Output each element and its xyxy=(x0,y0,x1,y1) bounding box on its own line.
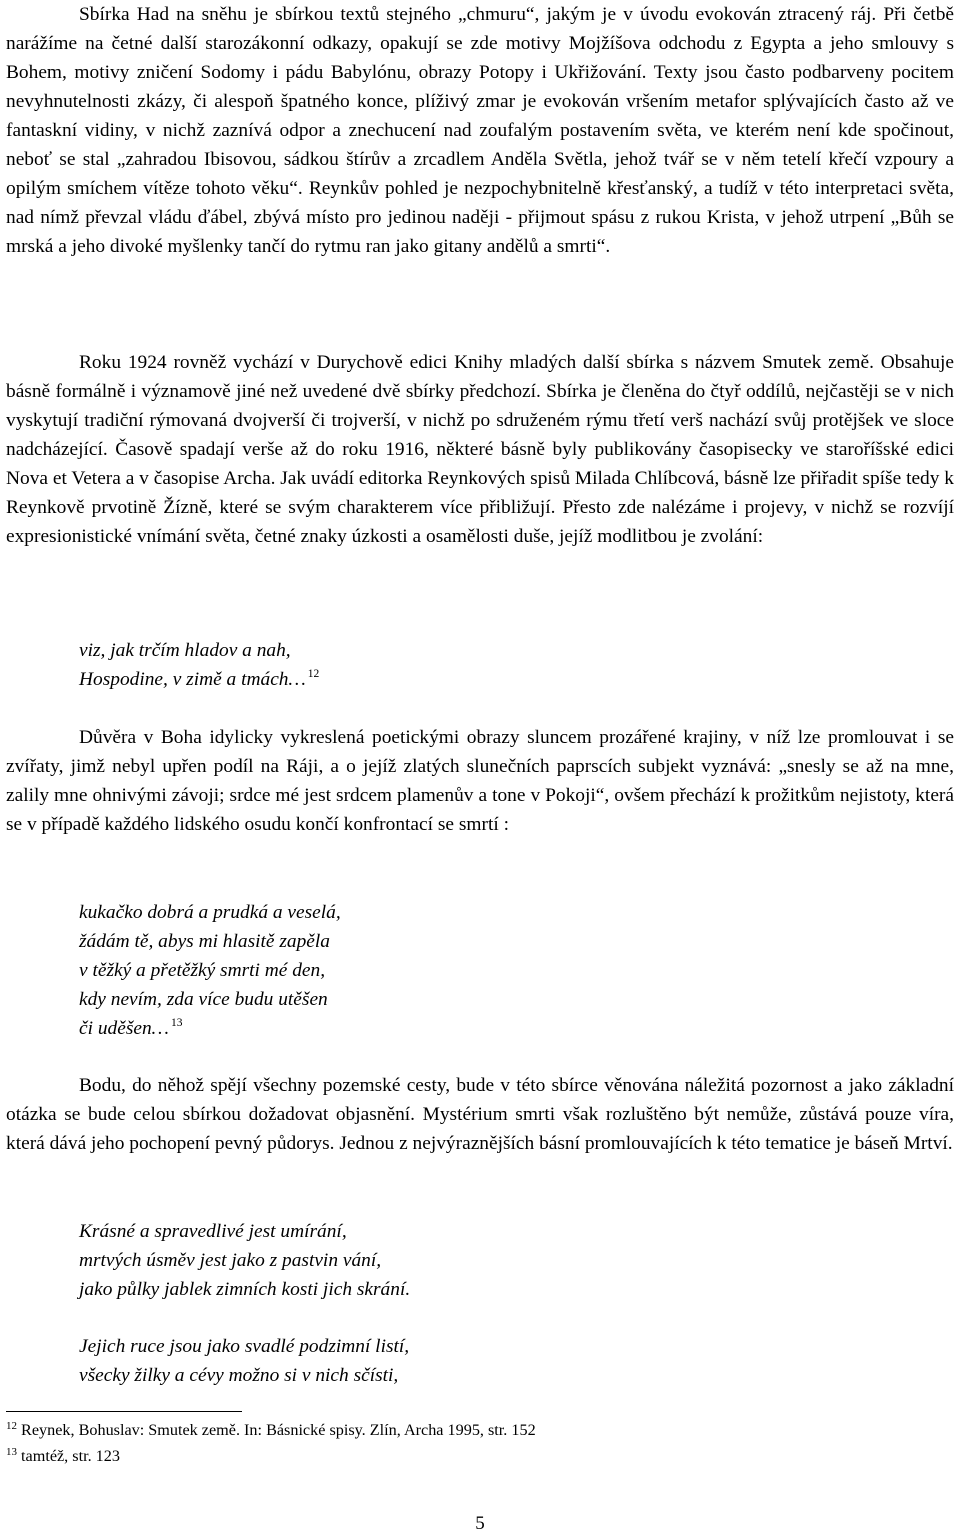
footnote-number: 12 xyxy=(6,1420,17,1432)
poem-line: všecky žilky a cévy možno si v nich sčísti, xyxy=(79,1365,399,1386)
paragraph-text: Bodu, do něhož spějí všechny pozemské cesty, bude v této sbírce věnována náležitá pozornost a jako základní otázka se bude celou sbírkou dožadovat objasnění. Mystérium smrti však rozluštěno být nemůže, zůstává pouze víra, která dává jeho pochopení pevný půdorys. Jednou z nejvýraznějších básní promlouvajících k této tematice je báseň Mrtví. xyxy=(6,1075,954,1154)
footnote xyxy=(6,1444,536,1470)
poem-line: jako půlky jablek zimních kosti jich skrání. xyxy=(79,1279,411,1300)
footnote xyxy=(6,1418,536,1444)
poem-quote-3 xyxy=(79,1217,410,1304)
poem-line: viz, jak trčím hladov a nah, xyxy=(79,640,291,661)
poem-line: Krásné a spravedlivé jest umírání, xyxy=(79,1221,347,1242)
poem-line-text: Hospodine, v zimě a tmách… xyxy=(79,669,306,690)
poem-quote-2 xyxy=(79,898,341,1046)
poem-line xyxy=(79,665,319,697)
page-number: 5 xyxy=(475,1513,485,1534)
paragraph-text: Roku 1924 rovněž vychází v Durychově edici Knihy mladých další sbírka s názvem Smutek země. Obsahuje básně formálně i významově jiné než uvedené dvě sbírky předchozí. Sbírka je členěna do čtyř oddílů, nejčastěji se v nich vyskytují tradiční rýmovaná dvojverší či trojverší, v nichž po sdruženém rýmu třetí verš nachází svůj protějšek ve sloce nadcházející. Časově spadají verše až do roku 1916, některé básně byly publikovány časopisecky ve staroříšské edici Nova et Vetera a v časopise Archa. Jak uvádí editorka Reynkových spisů Milada Chlíbcová, básně lze přiřadit spíše tedy k Reynkově prvotině Žízně, které se svým charakterem více přibližují. Přesto zde nalézáme i projevy, v nichž se rozvíjí expresionistické vnímání světa, četné znaky úzkosti a osamělosti duše, jejíž modlitbou je zvolání: xyxy=(6,352,954,547)
paragraph-text: Důvěra v Boha idylicky vykreslená poetickými obrazy sluncem prozářené krajiny, v níž lze promlouvat i se zvířaty, jimž nebyl upřen podíl na Ráji, a o jejíž zlatých slunečních paprscích subjekt vyznává: „snesly se až na mne, zalily mne ohnivými závoji; srdce mé jest srdcem plamenův a tone v Pokoji“, ovšem přechází k prožitkům nejistoty, která se v případě každého lidského osudu končí konfrontací se smrtí : xyxy=(6,727,954,835)
footnote-text: Reynek, Bohuslav: Smutek země. In: Básnické spisy. Zlín, Archa 1995, str. 152 xyxy=(21,1421,536,1439)
footnote-number: 13 xyxy=(6,1446,17,1458)
paragraph-text: Sbírka Had na sněhu je sbírkou textů stejného „chmuru“, jakým je v úvodu evokován ztracený ráj. Při četbě narážíme na četné další starozákonní odkazy, opakují se zde motivy Mojžíšova odchodu z Egypta a jeho smlouvy s Bohem, motivy zničení Sodomy i pádu Babylónu, obrazy Potopy i Ukřižování. Texty jsou často podbarveny pocitem nevyhnutelnosti zkázy, či alespoň špatného konce, plíživý zmar je evokován vršením metafor splývajících často až ve fantaskní vidiny, v nichž zaznívá odpor a znechucení nad zoufalým postavením světa, ve kterém není kde spočinout, neboť se stal „zahradou Ibisovou, sádkou štírův a zrcadlem Anděla Světla, jehož tvář se v něm tetelí křečí vzpoury a opilým smíchem vítěze tohoto věku“. Reynkův pohled je nezpochybnitelně křesťanský, a tudíž v této interpretaci světa, nad nímž převzal vládu ďábel, zbývá místo pro jedinou naději - přijmout spásu z rukou Krista, v jehož utrpení „Bůh se mrská a jeho divoké myšlenky tančí do rytmu ran jako gitany andělů a smrti“. xyxy=(6,4,954,257)
paragraph-duvera-v-boha xyxy=(6,723,954,839)
footnote-reference: 13 xyxy=(170,1017,183,1029)
footnote-text: tamtéž, str. 123 xyxy=(21,1447,120,1465)
poem-line: kdy nevím, zda více budu utěšen xyxy=(79,989,328,1010)
poem-line: žádám tě, abys mi hlasitě zapěla xyxy=(79,931,330,952)
paragraph-had-na-snehu xyxy=(6,0,954,261)
footnote-separator xyxy=(6,1411,242,1412)
poem-line xyxy=(79,1014,341,1046)
footnote-reference: 12 xyxy=(307,668,320,680)
poem-line: kukačko dobrá a prudká a veselá, xyxy=(79,902,341,923)
poem-line: v těžký a přetěžký smrti mé den, xyxy=(79,960,326,981)
poem-line: mrtvých úsměv jest jako z pastvin vání, xyxy=(79,1250,382,1271)
poem-quote-4 xyxy=(79,1332,409,1390)
poem-quote-1 xyxy=(79,636,319,697)
poem-line: Jejich ruce jsou jako svadlé podzimní listí, xyxy=(79,1336,410,1357)
paragraph-bodu xyxy=(6,1071,954,1158)
poem-line-text: či uděšen… xyxy=(79,1018,169,1039)
footnotes xyxy=(6,1418,536,1470)
paragraph-smutek-zeme xyxy=(6,348,954,551)
